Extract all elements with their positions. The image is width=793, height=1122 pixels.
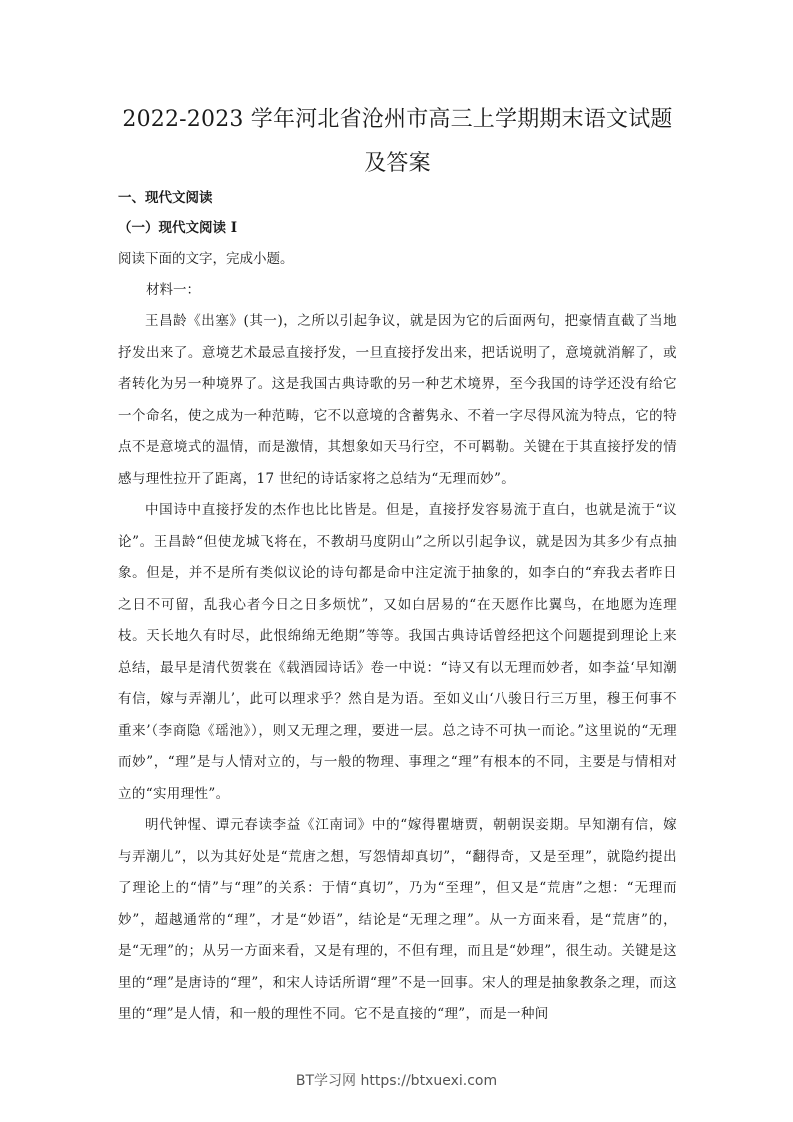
- passage-body: [118, 306, 677, 1031]
- footer-watermark: BT学习网 https://btxuexi.com: [295, 1073, 498, 1089]
- instruction-text: 阅读下面的文字，完成小题。: [118, 251, 294, 267]
- document-title: 2022-2023 学年河北省沧州市高三上学期期末语文试题及答案: [122, 107, 673, 176]
- paragraph: 明代钟惺、谭元春读李益《江南词》中的“嫁得瞿塘贾，朝朝误妾期。早知潮有信，嫁与弄潮儿”，以为其好处是“荒唐之想，写怨情却真切”，“翻得奇，又是至理”，就隐约提出了理论上的“情”与“理”的关系：于情“真切”，乃为“至理”，但又是“荒唐”之想：“无理而妙”，超越通常的“理”，才是“妙语”，结论是“无理之理”。从一方面来看，是“荒唐”的，是“无理”的；从另一方面来看，又是有理的，不但有理，而且是“妙理”，很生动。关键是这里的“理”是唐诗的“理”，和宋人诗话所谓“理”不是一回事。宋人的理是抽象教条之理，而这里的“理”是人情，和一般的理性不同。它不是直接的“理”，而是一种间: [118, 817, 677, 1022]
- material-label: 材料一：: [146, 282, 200, 298]
- paragraph: 中国诗中直接抒发的杰作也比比皆是。但是，直接抒发容易流于直白，也就是流于“议论”。王昌龄“但使龙城飞将在，不教胡马度阴山”之所以引起争议，就是因为其多少有点抽象。但是，并不是所有类似议论的诗句都是命中注定流于抽象的，如李白的“弃我去者昨日之日不可留，乱我心者今日之日多烦忧”，又如白居易的“在天愿作比翼鸟，在地愿为连理枝。天长地久有时尽，此恨绵绵无绝期”等等。我国古典诗话曾经把这个问题提到理论上来总结，最早是清代贺裳在《载酒园诗话》卷一中说：“诗又有以无理而妙者，如李益‘早知潮有信，嫁与弄潮儿’，此可以理求乎？然自是为语。至如义山‘八骏日行三万里，穆王何事不重来’（李商隐《瑶池》），则又无理之理，要进一层。总之诗不可执一而论。”这里说的“无理而妙”，“理”是与人情对立的，与一般的物理、事理之“理”有根本的不同，主要是与情相对立的“实用理性”。: [118, 502, 677, 802]
- section-heading: 一、现代文阅读: [118, 190, 213, 206]
- paragraph: 王昌龄《出塞》(其一)，之所以引起争议，就是因为它的后面两句，把豪情直截了当地抒发出来了。意境艺术最忌直接抒发，一旦直接抒发出来，把话说明了，意境就消解了，或者转化为另一种境界了。这是我国古典诗歌的另一种艺术境界，至今我国的诗学还没有给它一个命名，使之成为一种范畴，它不以意境的含蓄隽永、不着一字尽得风流为特点，它的特点不是意境式的温情，而是激情，其想象如天马行空，不可羁勒。关键在于其直接抒发的情感与理性拉开了距离，17 世纪的诗话家将之总结为“无理而妙”。: [118, 313, 677, 487]
- subsection-heading: （一）现代文阅读 I: [118, 220, 238, 236]
